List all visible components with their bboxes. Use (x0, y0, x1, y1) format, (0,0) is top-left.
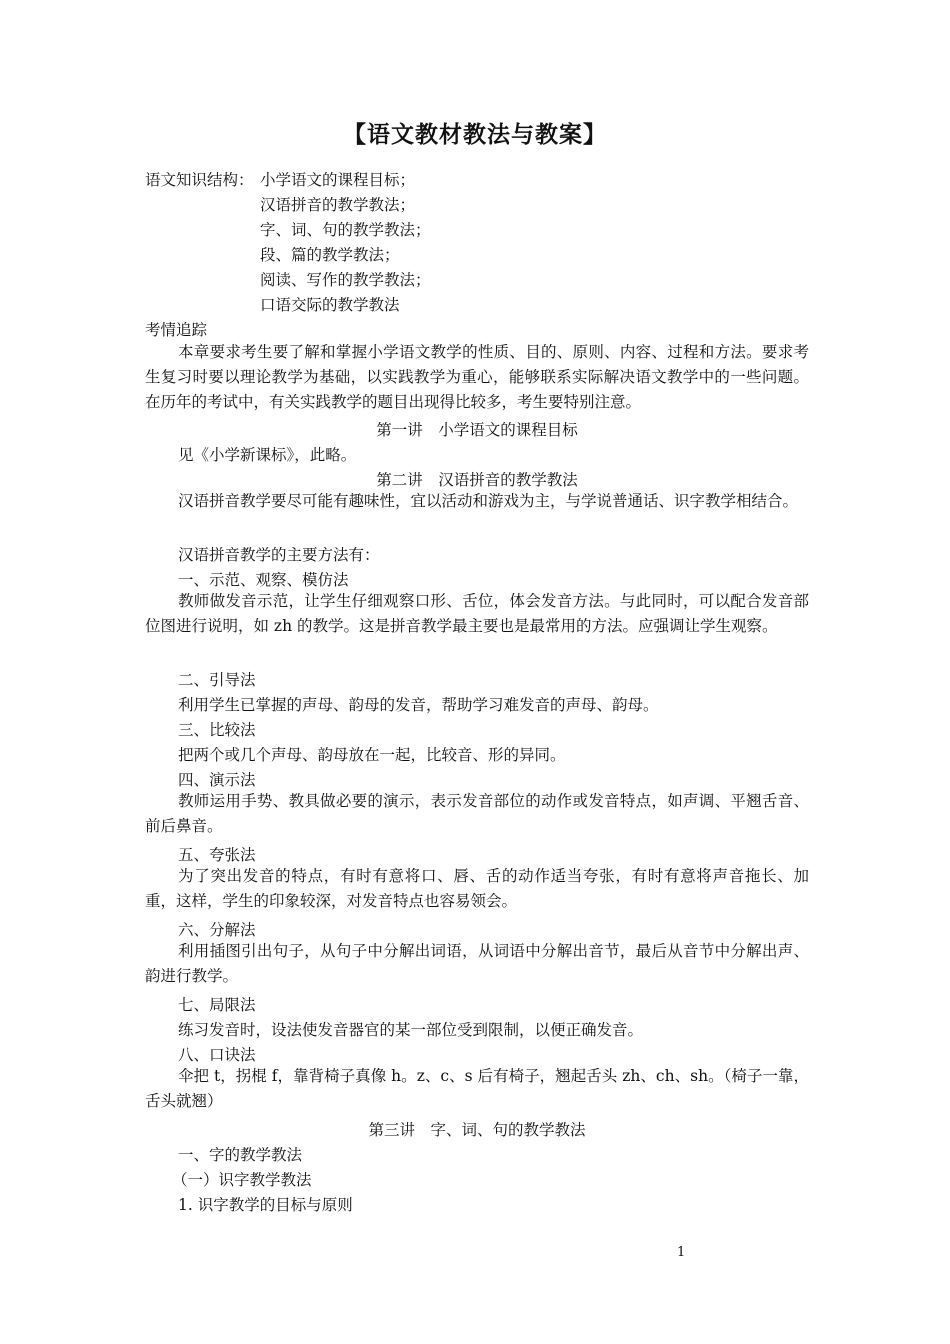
method-body: 伞把 t，拐棍 f，靠背椅子真像 h。z、c、s 后有椅子，翘起舌头 zh、ch、sh。（椅子一靠，舌头就翘） (145, 1067, 809, 1110)
structure-item: 字、词、句的教学教法； (260, 221, 431, 239)
method-title: 四、演示法 (178, 771, 256, 789)
paragraph (145, 939, 809, 989)
method-body: 教师运用手势、教具做必要的演示，表示发音部位的动作或发音特点，如声调、平翘舌音、前后鼻音。 (145, 792, 809, 835)
method-body: 利用学生已掌握的声母、韵母的发音，帮助学习难发音的声母、韵母。 (178, 696, 659, 714)
structure-label: 语文知识结构： (145, 171, 254, 189)
lecture-heading: 第三讲 字、词、句的教学教法 (368, 1121, 586, 1139)
structure-item: 汉语拼音的教学教法； (260, 196, 416, 214)
method-body: 教师做发音示范，让学生仔细观察口形、舌位，体会发音方法。与此同时，可以配合发音部位图进行说明，如 zh 的教学。这是拼音教学最主要也是最常用的方法。应强调让学生观察。 (145, 592, 809, 635)
section-heading: 考情追踪 (145, 321, 208, 339)
method-title: 八、口诀法 (178, 1046, 256, 1064)
method-body: 利用插图引出句子，从句子中分解出词语，从词语中分解出音节，最后从音节中分解出声、韵进行教学。 (145, 942, 809, 985)
method-body: 把两个或几个声母、韵母放在一起，比较音、形的异同。 (178, 746, 566, 764)
page-number: 1 (677, 1245, 686, 1260)
sub-heading: （一）识字教学教法 (172, 1171, 312, 1189)
structure-item: 小学语文的课程目标； (260, 171, 416, 189)
method-title: 六、分解法 (178, 921, 256, 939)
paragraph (145, 340, 809, 415)
sub-heading: 1. 识字教学的目标与原则 (178, 1196, 353, 1214)
method-body: 练习发音时，设法使发音器官的某一部位受到限制，以便正确发音。 (178, 1021, 644, 1039)
method-title: 五、夸张法 (178, 846, 256, 864)
method-title: 二、引导法 (178, 671, 256, 689)
structure-item: 阅读、写作的教学教法； (260, 271, 431, 289)
paragraph-text: 见《小学新课标》，此略。 (178, 446, 357, 464)
method-body: 为了突出发音的特点，有时有意将口、唇、舌的动作适当夸张，有时有意将声音拖长、加重，这样，学生的印象较深，对发音特点也容易领会。 (145, 867, 809, 910)
structure-item: 口语交际的教学教法 (260, 296, 400, 314)
sub-heading: 一、字的教学教法 (178, 1146, 303, 1164)
structure-item: 段、篇的教学教法； (260, 246, 400, 264)
paragraph (145, 589, 809, 639)
document-title: 【语文教材教法与教案】 (343, 121, 607, 148)
paragraph (145, 1064, 809, 1114)
paragraph (145, 789, 809, 839)
paragraph-text: 汉语拼音教学要尽可能有趣味性，宜以活动和游戏为主，与学说普通话、识字教学相结合。 (178, 492, 799, 510)
lecture-heading: 第一讲 小学语文的课程目标 (376, 421, 578, 439)
paragraph-text: 汉语拼音教学的主要方法有： (178, 546, 380, 564)
method-title: 三、比较法 (178, 721, 256, 739)
lecture-heading: 第二讲 汉语拼音的教学教法 (376, 471, 578, 489)
method-title: 七、局限法 (178, 996, 256, 1014)
paragraph-text: 本章要求考生要了解和掌握小学语文教学的性质、目的、原则、内容、过程和方法。要求考生复习时要以理论教学为基础，以实践教学为重心，能够联系实际解决语文教学中的一些问题。在历年的考试中，有关实践教学的题目出现得比较多，考生要特别注意。 (145, 343, 809, 411)
paragraph (145, 489, 809, 514)
paragraph (145, 864, 809, 914)
method-title: 一、示范、观察、模仿法 (178, 571, 349, 589)
